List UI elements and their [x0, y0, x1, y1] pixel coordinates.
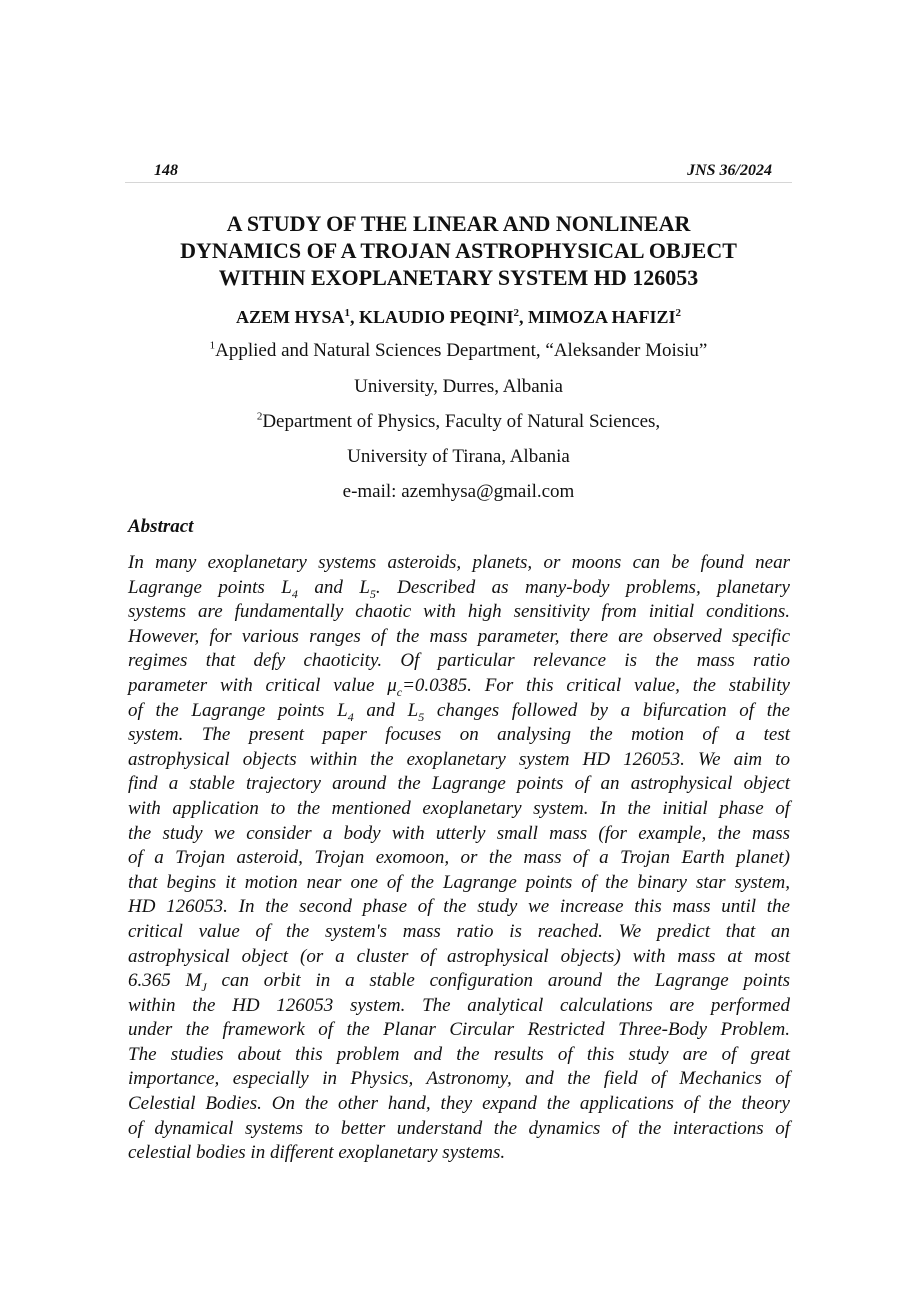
abstract-line: of dynamical systems to better understand the dynamics of the interactions of [128, 1117, 790, 1139]
abstract-line: astrophysical object (or a cluster of astrophysical objects) with mass at most [128, 945, 790, 967]
title-line: DYNAMICS OF A TROJAN ASTROPHYSICAL OBJECT [180, 238, 737, 263]
abstract-line: Lagrange points $L_4$ and $L_5$. Described as many-body problems, planetary [128, 576, 790, 601]
author-separator: , [519, 307, 529, 327]
affiliation-mark: 2 [256, 410, 263, 423]
abstract-line: system. The present paper focuses on analysing the motion of a test [128, 724, 790, 746]
author-name: AZEM HYSA [235, 307, 345, 327]
author-affiliation-mark: 2 [513, 307, 520, 319]
journal-issue: JNS 36/2024 [687, 162, 772, 179]
author-name: KLAUDIO PEQINI [358, 307, 514, 327]
contact-email: e-mail: azemhysa@gmail.com [342, 481, 575, 502]
author-list [100, 304, 817, 330]
affiliation-1-line-2: University, Durres, Albania [354, 376, 563, 397]
affiliation-1-line-1: $^1$Applied and Natural Sciences Department, “Aleksander Moisiu” [209, 339, 708, 361]
abstract-line: that begins it motion near one of the Lagrange points of the binary star system, [128, 871, 790, 893]
author-affiliation-mark: 2 [675, 307, 682, 319]
abstract-heading: Abstract [128, 516, 194, 537]
title-line: A STUDY OF THE LINEAR AND NONLINEAR [226, 211, 691, 236]
abstract-line: importance, especially in Physics, Astronomy, and the field of Mechanics of [128, 1068, 790, 1090]
abstract-line: systems are fundamentally chaotic with high sensitivity from initial conditions. [128, 601, 790, 623]
abstract-line: within the HD 126053 system. The analytical calculations are performed [128, 994, 790, 1016]
abstract-line: astrophysical objects within the exoplanetary system HD 126053. We aim to [128, 748, 790, 770]
abstract-line: with application to the mentioned exoplanetary system. In the initial phase of [128, 797, 790, 819]
author-separator: , [349, 307, 359, 327]
abstract-line: of the Lagrange points $L_4$ and $L_5$ changes followed by a bifurcation of the [128, 699, 790, 724]
abstract-line: However, for various ranges of the mass parameter, there are observed specific [128, 625, 790, 647]
author-name: MIMOZA HAFIZI [528, 307, 676, 327]
abstract-line: Celestial Bodies. On the other hand, they expand the applications of the theory [128, 1093, 790, 1115]
abstract-line: regimes that defy chaoticity. Of particular relevance is the mass ratio [128, 650, 790, 672]
paper-title [100, 210, 817, 291]
abstract-body [128, 551, 790, 1166]
affiliation-2-line-1: $^2$Department of Physics, Faculty of Natural Sciences, [256, 410, 661, 432]
abstract-line: The studies about this problem and the results of this study are of great [128, 1043, 790, 1065]
abstract-line: of a Trojan asteroid, Trojan exomoon, or the mass of a Trojan Earth planet) [128, 847, 790, 869]
title-line: WITHIN EXOPLANETARY SYSTEM HD 126053 [218, 265, 699, 290]
page-number: 148 [154, 162, 178, 179]
abstract-line: parameter with critical value $\mu_c=0.0385$. For this critical value, the stability [128, 674, 790, 699]
abstract-line: HD 126053. In the second phase of the study we increase this mass until the [128, 896, 790, 918]
page-header [125, 160, 792, 183]
affiliation-mark: 1 [209, 339, 216, 352]
author-affiliation-mark: 1 [344, 307, 350, 319]
abstract-line: under the framework of the Planar Circular Restricted Three-Body Problem. [128, 1019, 790, 1041]
abstract-line: 6.365 $M_J$ can orbit in a stable configuration around the Lagrange points [128, 970, 790, 994]
abstract-line: critical value of the system's mass ratio is reached. We predict that an [128, 920, 790, 942]
abstract-line: the study we consider a body with utterly small mass (for example, the mass [128, 822, 790, 844]
abstract-line: celestial bodies in different exoplanetary systems. [128, 1142, 506, 1164]
abstract-line: In many exoplanetary systems asteroids, planets, or moons can be found near [128, 552, 790, 573]
affiliation-2-line-2: University of Tirana, Albania [347, 446, 570, 467]
abstract-line: find a stable trajectory around the Lagrange points of an astrophysical object [128, 773, 790, 795]
